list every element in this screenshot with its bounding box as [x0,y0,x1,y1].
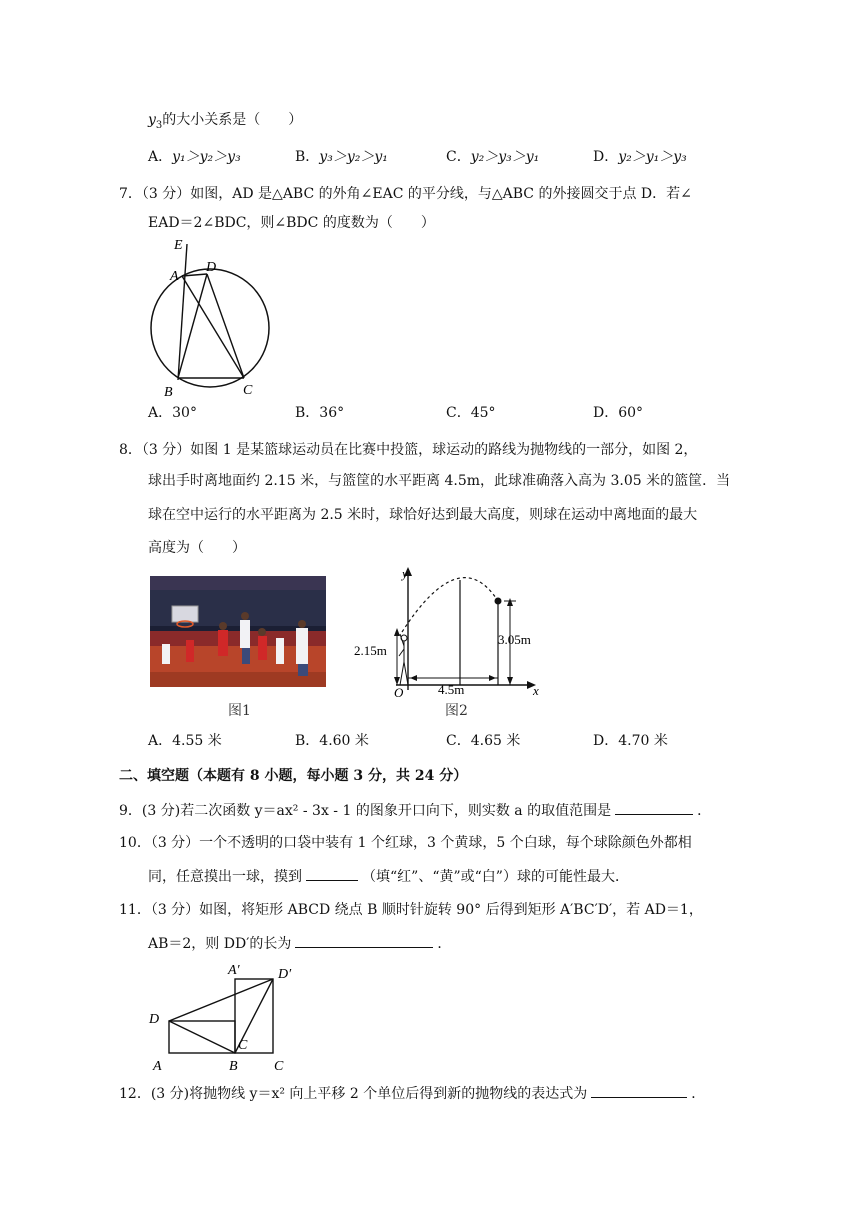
basketball-photo [150,576,326,687]
label-d: D [149,1012,160,1027]
q7-option-b[interactable] [295,403,344,423]
segment-db [178,274,207,378]
q6-tail [148,110,302,136]
ball-icon [495,598,502,605]
q11-answer-blank[interactable] [295,933,433,948]
q10-line-1: 10．（3 分）一个不透明的口袋中装有 1 个红球，3 个黄球，5 个白球，每个球除颜色外都相 [119,835,692,851]
q12-text: 12．(3 分)将抛物线 y＝x² 向上平移 2 个单位后得到新的抛物线的表达式为 [119,1086,588,1102]
fig1-caption: 图1 [228,703,251,719]
option-text: 4.70 米 [618,733,668,749]
arrow-left-icon [410,675,417,681]
option-text: y₃＞y₂＞y₁ [319,149,388,165]
label-x: x [533,683,539,698]
option-label: C． [446,405,471,421]
q12-end: ． [691,1086,706,1102]
q8-line-2: 球出手时离地面约 2.15 米，与篮筐的水平距离 4.5m，此球准确落入高为 3.05 米的篮筐．当 [148,473,731,489]
player-icon [399,634,408,685]
q11-rectangle-figure [140,958,310,1076]
q7-option-c[interactable] [446,403,496,423]
q7-circle-figure [140,236,280,401]
option-label: A． [148,733,173,749]
option-text: 4.60 米 [319,733,369,749]
option-label: D． [593,405,619,421]
q10-text-b: （填“红”、“黄”或“白”）球的可能性最大． [362,869,629,885]
q10-text-a: 同，任意摸出一球，摸到 [148,869,302,885]
label-b: B [229,1059,238,1074]
q7-option-a[interactable] [148,403,197,423]
q8-line-1: 8．（3 分）如图 1 是某篮球运动员在比赛中投篮，球运动的路线为抛物线的一部分，如图 2， [119,442,698,458]
option-text: 60° [618,405,644,421]
q8-option-b[interactable] [295,731,369,751]
label-a-prime: A′ [228,963,240,978]
option-text: 4.55 米 [172,733,222,749]
q11-text-b: ． [437,936,452,952]
option-text: 36° [319,405,345,421]
photo-illustration [150,576,326,687]
q6-option-d[interactable] [593,147,687,167]
label-d-prime: D′ [278,967,292,982]
option-text: 45° [470,405,496,421]
q8-line-4: 高度为（ ） [148,540,246,556]
label-hoop-height: 3.05m [498,632,531,647]
option-label: D． [593,149,619,165]
q11-text-a: AB＝2，则 DD′的长为 [148,936,292,952]
option-label: C． [446,733,471,749]
q9-end: ． [697,803,712,819]
label-e: E [174,238,183,253]
q12-line [119,1083,705,1104]
arrow-down-icon [507,677,513,685]
label-c-inner: C [238,1038,248,1053]
q6-option-b[interactable] [295,147,388,167]
option-text: 4.65 米 [470,733,521,749]
q7-line-2: EAD＝2∠BDC，则∠BDC 的度数为（ ） [148,215,435,231]
option-label: A． [148,149,173,165]
q6-option-c[interactable] [446,147,539,167]
q9-answer-blank[interactable] [615,800,693,815]
option-label: A． [148,405,173,421]
label-a: A [153,1059,162,1074]
q6-var: y [148,112,156,128]
option-label: D． [593,733,619,749]
arrow-right-icon [489,675,496,681]
option-text: y₁＞y₂＞y₃ [172,149,241,165]
segment-db [169,1021,235,1053]
option-label: B． [295,149,320,165]
q7-option-d[interactable] [593,403,643,423]
q8-option-d[interactable] [593,731,668,751]
q7-line-1: 7．（3 分）如图，AD 是△ABC 的外角∠EAC 的平分线，与△ABC 的外接圆交于点 D．若∠ [119,186,692,202]
option-text: 30° [172,405,197,421]
q10-line-2 [148,866,629,887]
option-text: y₂＞y₁＞y₃ [618,149,687,165]
label-a: A [170,269,179,284]
arrow-down-icon [394,677,400,685]
q11-line-2 [148,933,451,954]
q8-option-a[interactable] [148,731,222,751]
q9-line [119,800,711,821]
label-d: D [206,260,217,275]
circumcircle [151,269,269,387]
segment-dd1 [169,979,273,1021]
q10-answer-blank[interactable] [306,866,358,881]
q6-tail-text: 的大小关系是（ ） [162,112,303,128]
label-c: C [243,383,253,398]
arrow-up-icon [394,628,400,636]
q6-option-a[interactable] [148,147,241,167]
arrow-up-icon [507,598,513,606]
label-c: C [274,1059,284,1074]
label-distance: 4.5m [438,682,465,697]
section-2-title: 二、填空题（本题有 8 小题，每小题 3 分，共 24 分） [119,768,468,784]
option-label: B． [295,405,320,421]
q9-text: 9．(3 分)若二次函数 y＝ax² - 3x - 1 的图象开口向下，则实数 a 的取值范围是 [119,803,612,819]
q8-option-c[interactable] [446,731,520,751]
parabola-figure [350,564,550,704]
option-label: B． [295,733,320,749]
q6-sub: 3 [155,119,163,131]
label-release-height: 2.15m [354,643,387,658]
option-text: y₂＞y₃＞y₁ [470,149,540,165]
label-origin: O [394,685,404,700]
q11-line-1: 11．（3 分）如图，将矩形 ABCD 绕点 B 顺时针旋转 90° 后得到矩形 A′BC′D′，若 AD＝1， [119,902,703,918]
q12-answer-blank[interactable] [591,1083,687,1098]
q8-line-3: 球在空中运行的水平距离为 2.5 米时，球恰好达到最大高度，则球在运动中离地面的最大 [148,507,698,523]
ball-trajectory [402,578,498,632]
fig2-caption: 图2 [445,703,468,719]
label-b: B [164,385,173,400]
option-label: C． [446,149,471,165]
label-y: y [402,566,408,581]
